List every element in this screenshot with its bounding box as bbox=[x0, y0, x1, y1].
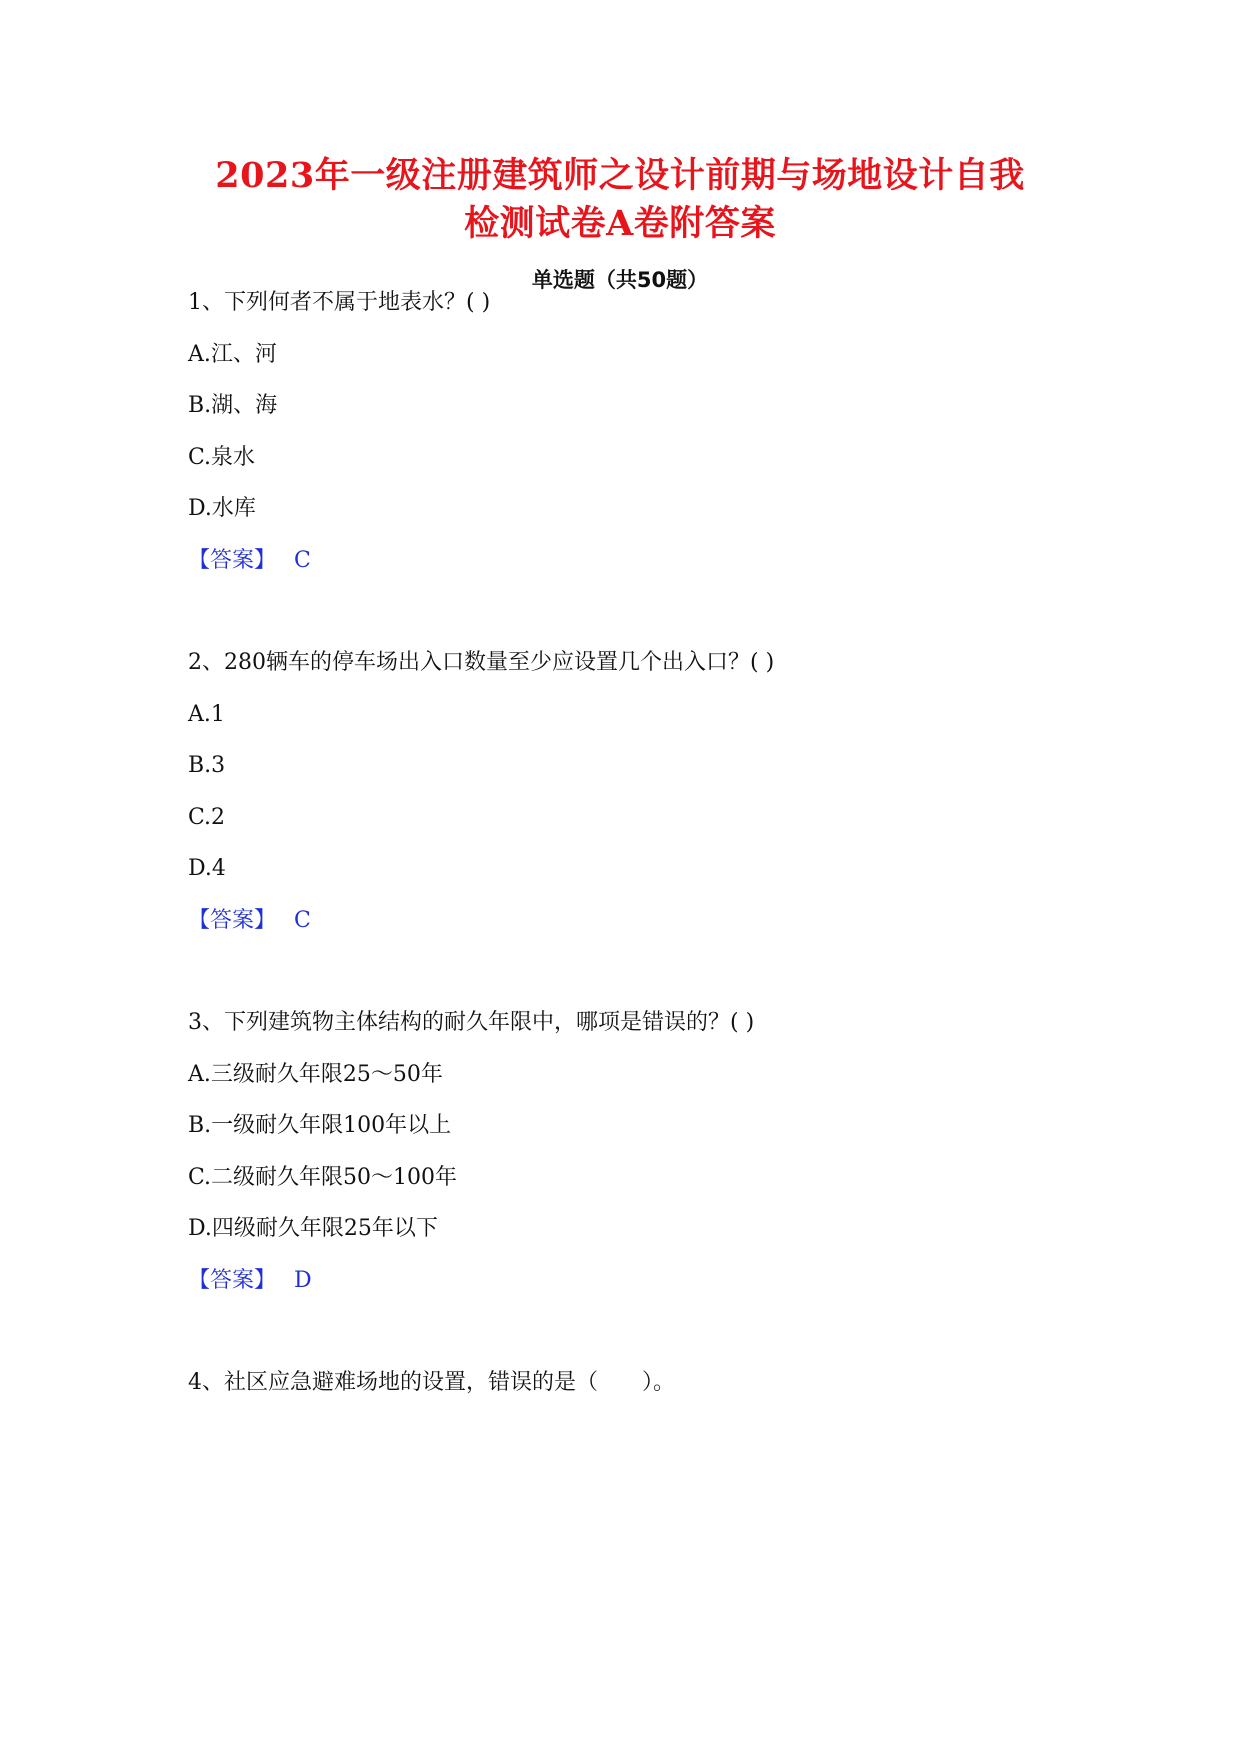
question-3-answer bbox=[188, 1266, 312, 1296]
question-1-option-d: D.水库 bbox=[188, 496, 256, 521]
question-2-option-b: B.3 bbox=[188, 753, 226, 778]
question-3-option-a: A.三级耐久年限25～50年 bbox=[188, 1062, 443, 1087]
question-1-option-a: A.江、河 bbox=[188, 342, 277, 367]
question-1-option-b: B.湖、海 bbox=[188, 393, 278, 418]
question-3-option-d: D.四级耐久年限25年以下 bbox=[188, 1216, 438, 1241]
title-line-2: 检测试卷A卷附答案 bbox=[464, 203, 776, 244]
question-2-answer bbox=[188, 906, 311, 936]
title-line-1: 2023年一级注册建筑师之设计前期与场地设计自我 bbox=[215, 155, 1025, 196]
answer-value: C bbox=[294, 548, 311, 573]
question-1-stem: 1、下列何者不属于地表水？( ) bbox=[188, 290, 491, 315]
document-title bbox=[120, 152, 1120, 248]
answer-value: C bbox=[294, 908, 311, 933]
answer-label: 【答案】 bbox=[188, 1268, 277, 1293]
question-3-option-b: B.一级耐久年限100年以上 bbox=[188, 1113, 452, 1138]
question-3-option-c: C.二级耐久年限50～100年 bbox=[188, 1165, 458, 1190]
section-heading: 单选题（共50题） bbox=[531, 268, 709, 292]
question-1-option-c: C.泉水 bbox=[188, 445, 256, 470]
question-2-option-d: D.4 bbox=[188, 856, 226, 881]
answer-label: 【答案】 bbox=[188, 908, 277, 933]
question-4-stem: 4、社区应急避难场地的设置，错误的是（ ）。 bbox=[188, 1370, 675, 1395]
answer-label: 【答案】 bbox=[188, 548, 277, 573]
answer-value: D bbox=[294, 1268, 312, 1293]
question-1-answer bbox=[188, 546, 311, 576]
question-2-option-c: C.2 bbox=[188, 805, 226, 830]
question-2-option-a: A.1 bbox=[188, 702, 225, 727]
question-3-stem: 3、下列建筑物主体结构的耐久年限中，哪项是错误的？( ) bbox=[188, 1010, 755, 1035]
question-2-stem: 2、280辆车的停车场出入口数量至少应设置几个出入口？( ) bbox=[188, 650, 775, 675]
